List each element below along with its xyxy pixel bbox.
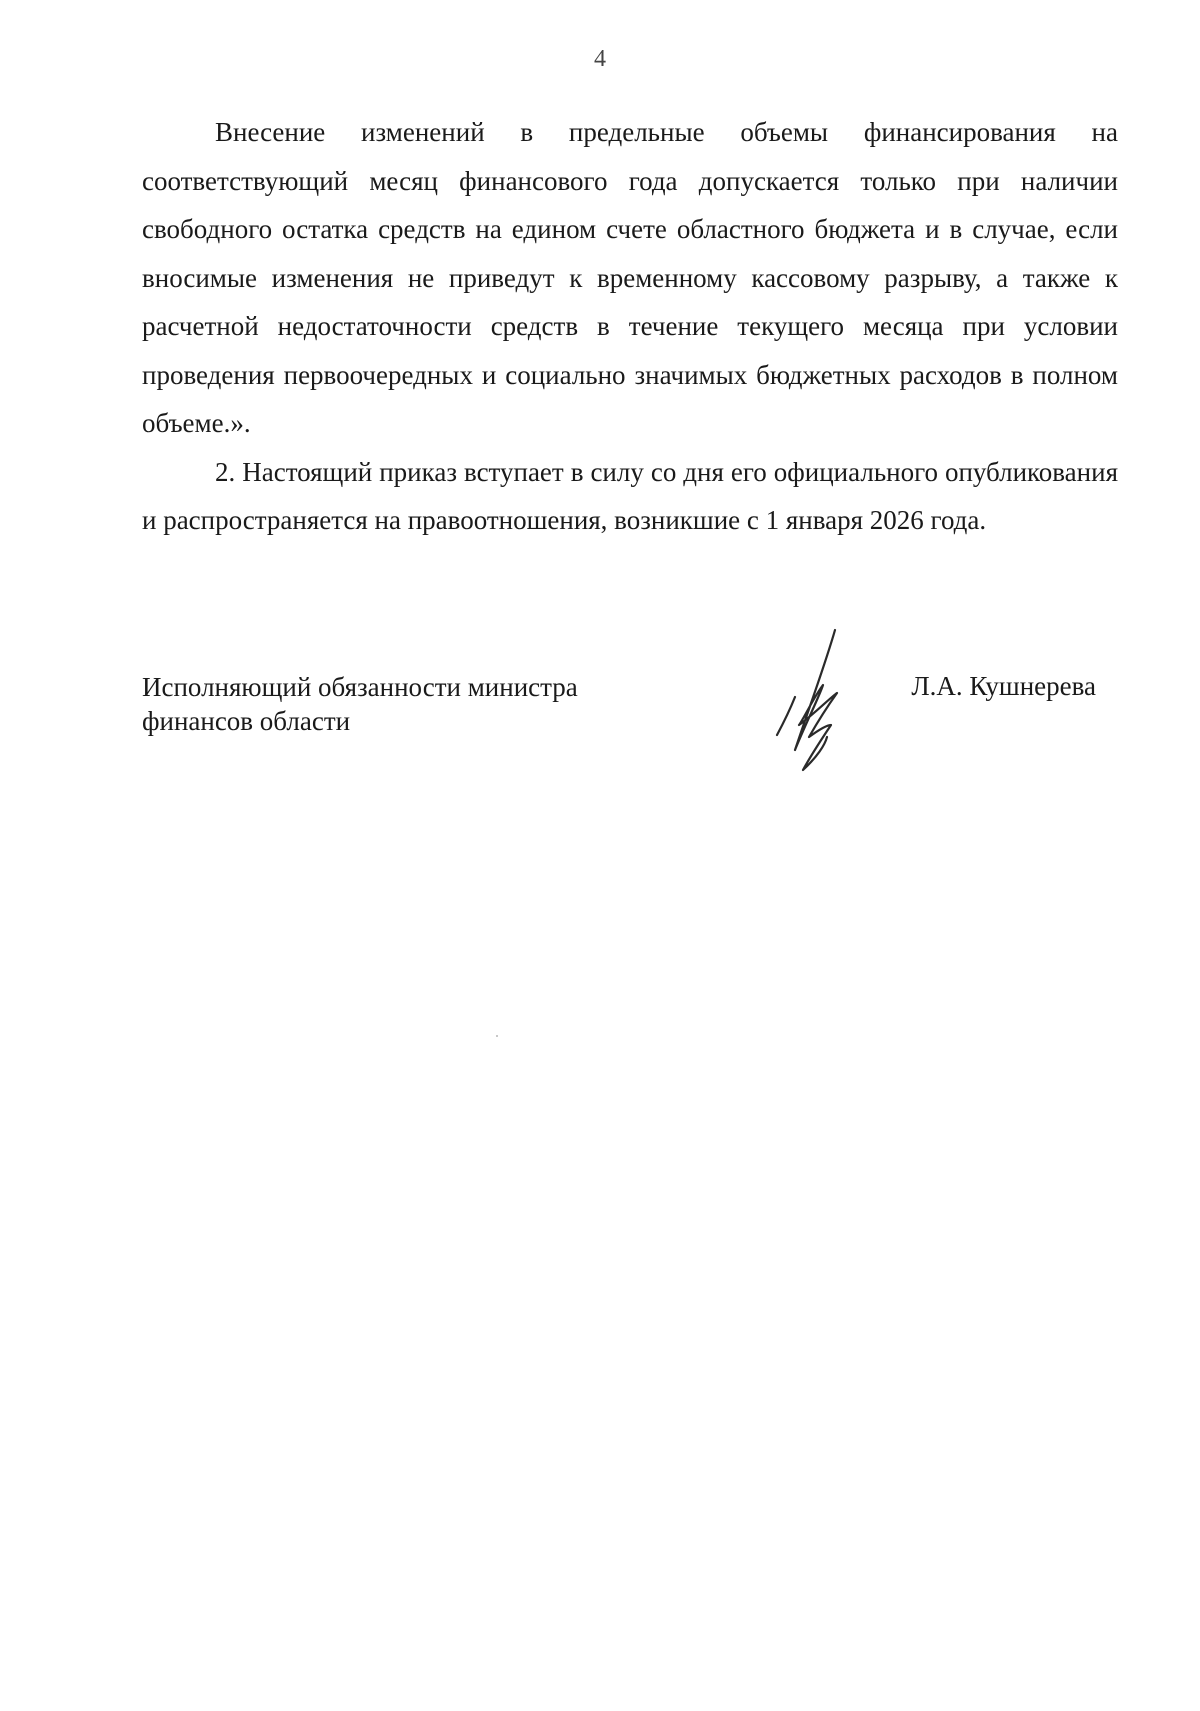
- handwritten-signature-icon: [765, 625, 875, 775]
- signatory-name: Л.А. Кушнерева: [911, 671, 1096, 701]
- signatory-position-line1: Исполняющий обязанности министра: [142, 672, 578, 702]
- paragraph-effective-date: 2. Настоящий приказ вступает в силу со дня его официального опубликования и распространяется на правоотношения, возникшие с 1 января 2026 года.: [142, 456, 1118, 535]
- signatory-position: [142, 670, 662, 738]
- page-number: 4: [594, 46, 606, 72]
- signatory-position-line2: финансов области: [142, 706, 351, 736]
- scan-speck: [496, 1035, 498, 1037]
- document-body: [142, 108, 1118, 545]
- signature-block: [142, 670, 1118, 780]
- paragraph-budget-changes: Внесение изменений в предельные объемы финансирования на соответствующий месяц финансового года допускается только при наличии свободного остатка средств на едином счете областного бюджета и в случае, если вносимые изменения не приведут к временному кассовому разрыву, а также к расчетной недостаточности средств в течение текущего месяца при условии проведения первоочередных и социально значимых бюджетных расходов в полном объеме.».: [142, 117, 1118, 438]
